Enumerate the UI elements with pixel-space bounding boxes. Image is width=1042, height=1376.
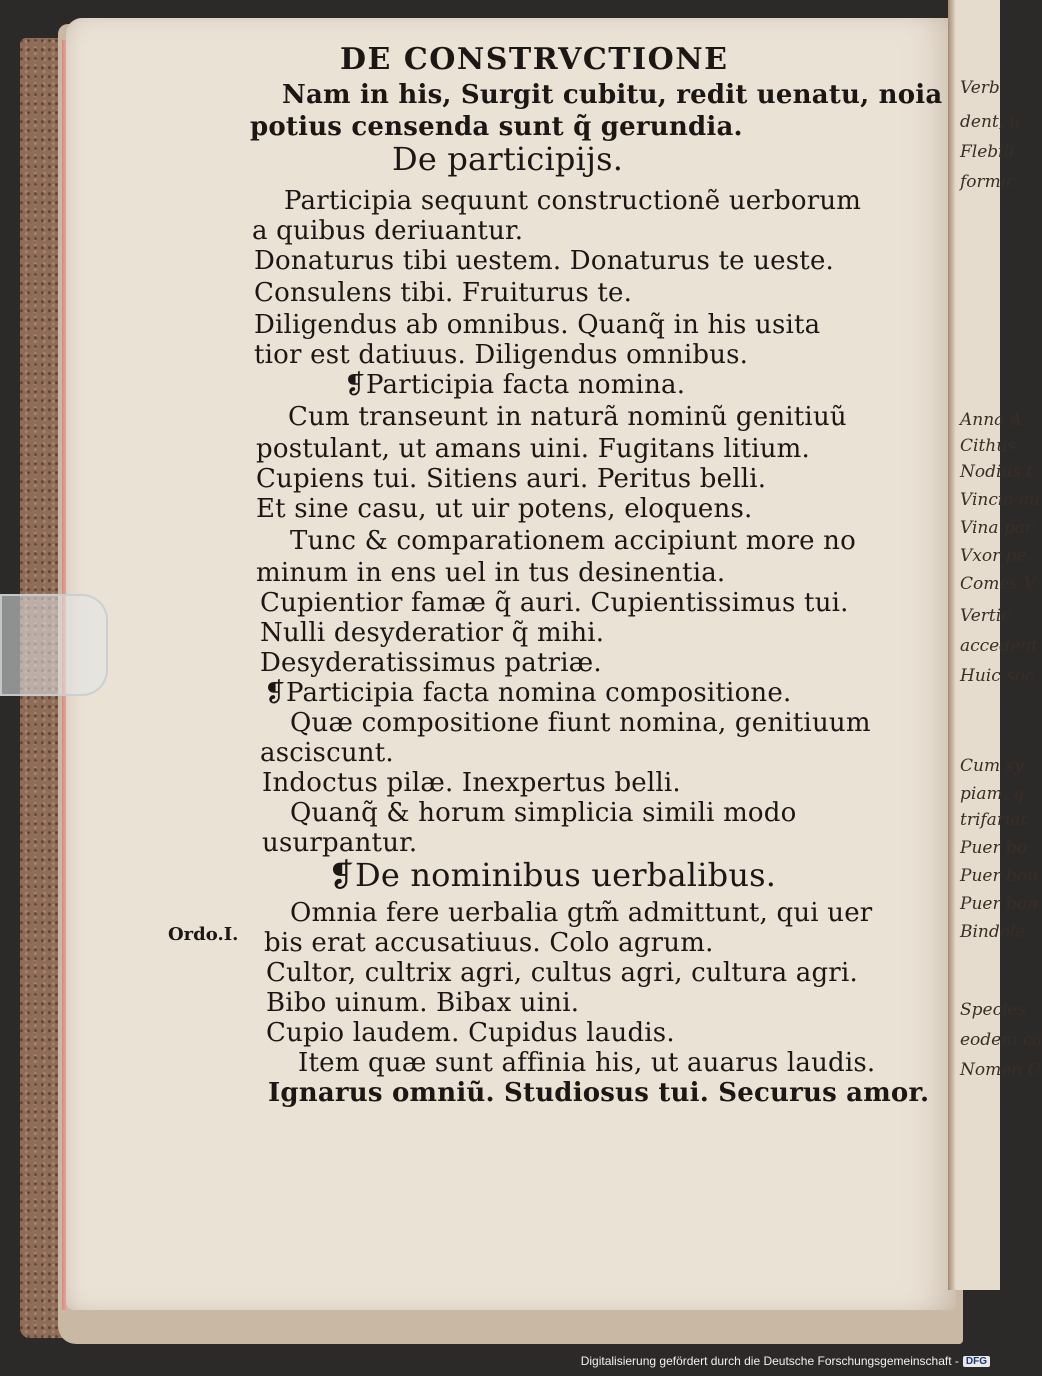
text-line: Donaturus tibi uestem. Donaturus te ueste.	[254, 246, 834, 276]
text-line: a quibus deriuantur.	[252, 216, 524, 246]
facing-text: Flebili	[960, 142, 1015, 162]
text-line: Cultor, cultrix agri, cultus agri, cultura agri.	[266, 958, 858, 988]
facing-text: Puer bo	[960, 838, 1028, 858]
text-line: Diligendus ab omnibus. Quanq̃ in his usita	[254, 310, 821, 340]
text-line: usurpantur.	[262, 828, 418, 858]
facing-text: Nomen C	[960, 1060, 1041, 1080]
text-line: Participia sequunt constructionẽ uerborum	[284, 186, 862, 216]
text-line: Ignarus omniũ. Studiosus tui. Securus amor.	[268, 1078, 930, 1108]
text-line: bis erat accusatiuus. Colo agrum.	[264, 928, 714, 958]
text-line: asciscunt.	[260, 738, 394, 768]
facing-text: eodem ca	[960, 1030, 1042, 1050]
facing-text: Puer bon	[960, 894, 1039, 914]
facing-text: Vincia au	[960, 490, 1040, 510]
text-line: tior est datiuus. Diligendus omnibus.	[254, 340, 749, 370]
facing-text: Vina par	[960, 518, 1034, 538]
facing-text: Nodius t	[960, 462, 1034, 482]
text-line: Desyderatissimus patriæ.	[260, 648, 602, 678]
facing-text: Bindole	[960, 922, 1026, 942]
facing-text: Anna A	[960, 410, 1022, 430]
text-line: Quæ compositione fiunt nomina, genitiuum	[290, 708, 871, 738]
facing-text: trifariat	[960, 810, 1028, 830]
text-line: Cupio laudem. Cupidus laudis.	[266, 1018, 675, 1048]
section-heading: De participijs.	[392, 140, 624, 178]
facing-text: Species	[960, 1000, 1027, 1020]
text-line: Consulens tibi. Fruiturus te.	[254, 278, 633, 308]
running-head: DE CONSTRVCTIONE	[340, 42, 729, 77]
facing-text: Huic soc	[960, 666, 1035, 686]
facing-text: Cum sy	[960, 756, 1024, 776]
text-line: Indoctus pilæ. Inexpertus belli.	[262, 768, 681, 798]
facing-text: Verb	[960, 78, 1000, 98]
footer-credit	[581, 1354, 990, 1368]
facing-text: dent, u	[960, 112, 1021, 132]
subsection-heading: ❡Participia facta nomina.	[344, 370, 686, 400]
facing-text: Comes V	[960, 574, 1036, 594]
facing-text: Puer bon	[960, 866, 1039, 886]
text-line: Nam in his, Surgit cubitu, redit uenatu, noia	[282, 80, 943, 110]
text-line: Omnia fere uerbalia gtm̃ admittunt, qui uer	[290, 898, 873, 928]
footer-text: Digitalisierung gefördert durch die Deutsche Forschungsgemeinschaft -	[580, 1354, 959, 1368]
text-line: Cum transeunt in naturã nominũ genitiuũ	[288, 402, 847, 432]
dfg-logo: DFG	[963, 1356, 990, 1367]
text-line: Cupientior famæ q̃ auri. Cupientissimus tui.	[260, 588, 849, 618]
text-line: minum in ens uel in tus desinentia.	[256, 558, 726, 588]
facing-text: accedent	[960, 636, 1038, 656]
text-line: potius censenda sunt q̃ gerundia.	[250, 112, 743, 142]
facing-text: Cithus	[960, 436, 1016, 456]
subsection-heading: ❡De nominibus uerbalibus.	[328, 856, 777, 894]
text-line: Tunc & comparationem accipiunt more no	[290, 526, 856, 556]
facing-text: piam, q	[960, 784, 1025, 804]
text-line: Cupiens tui. Sitiens auri. Peritus belli.	[256, 464, 767, 494]
text-line: Item quæ sunt affinia his, ut auarus laudis.	[298, 1048, 876, 1078]
subsection-heading: ❡Participia facta nomina compositione.	[264, 678, 792, 708]
text-line: Et sine casu, ut uir potens, eloquens.	[256, 494, 753, 524]
text-line: Quanq̃ & horum simplicia simili modo	[290, 798, 797, 828]
facing-text: Vxor pe	[960, 546, 1027, 566]
text-line: Bibo uinum. Bibax uini.	[266, 988, 580, 1018]
text-line: postulant, ut amans uini. Fugitans litium.	[256, 434, 810, 464]
marginal-note: Ordo.I.	[168, 924, 239, 945]
text-line: Nulli desyderatior q̃ mihi.	[260, 618, 605, 648]
facing-text: Vertic	[960, 606, 1011, 626]
facing-text: formic	[960, 172, 1016, 192]
